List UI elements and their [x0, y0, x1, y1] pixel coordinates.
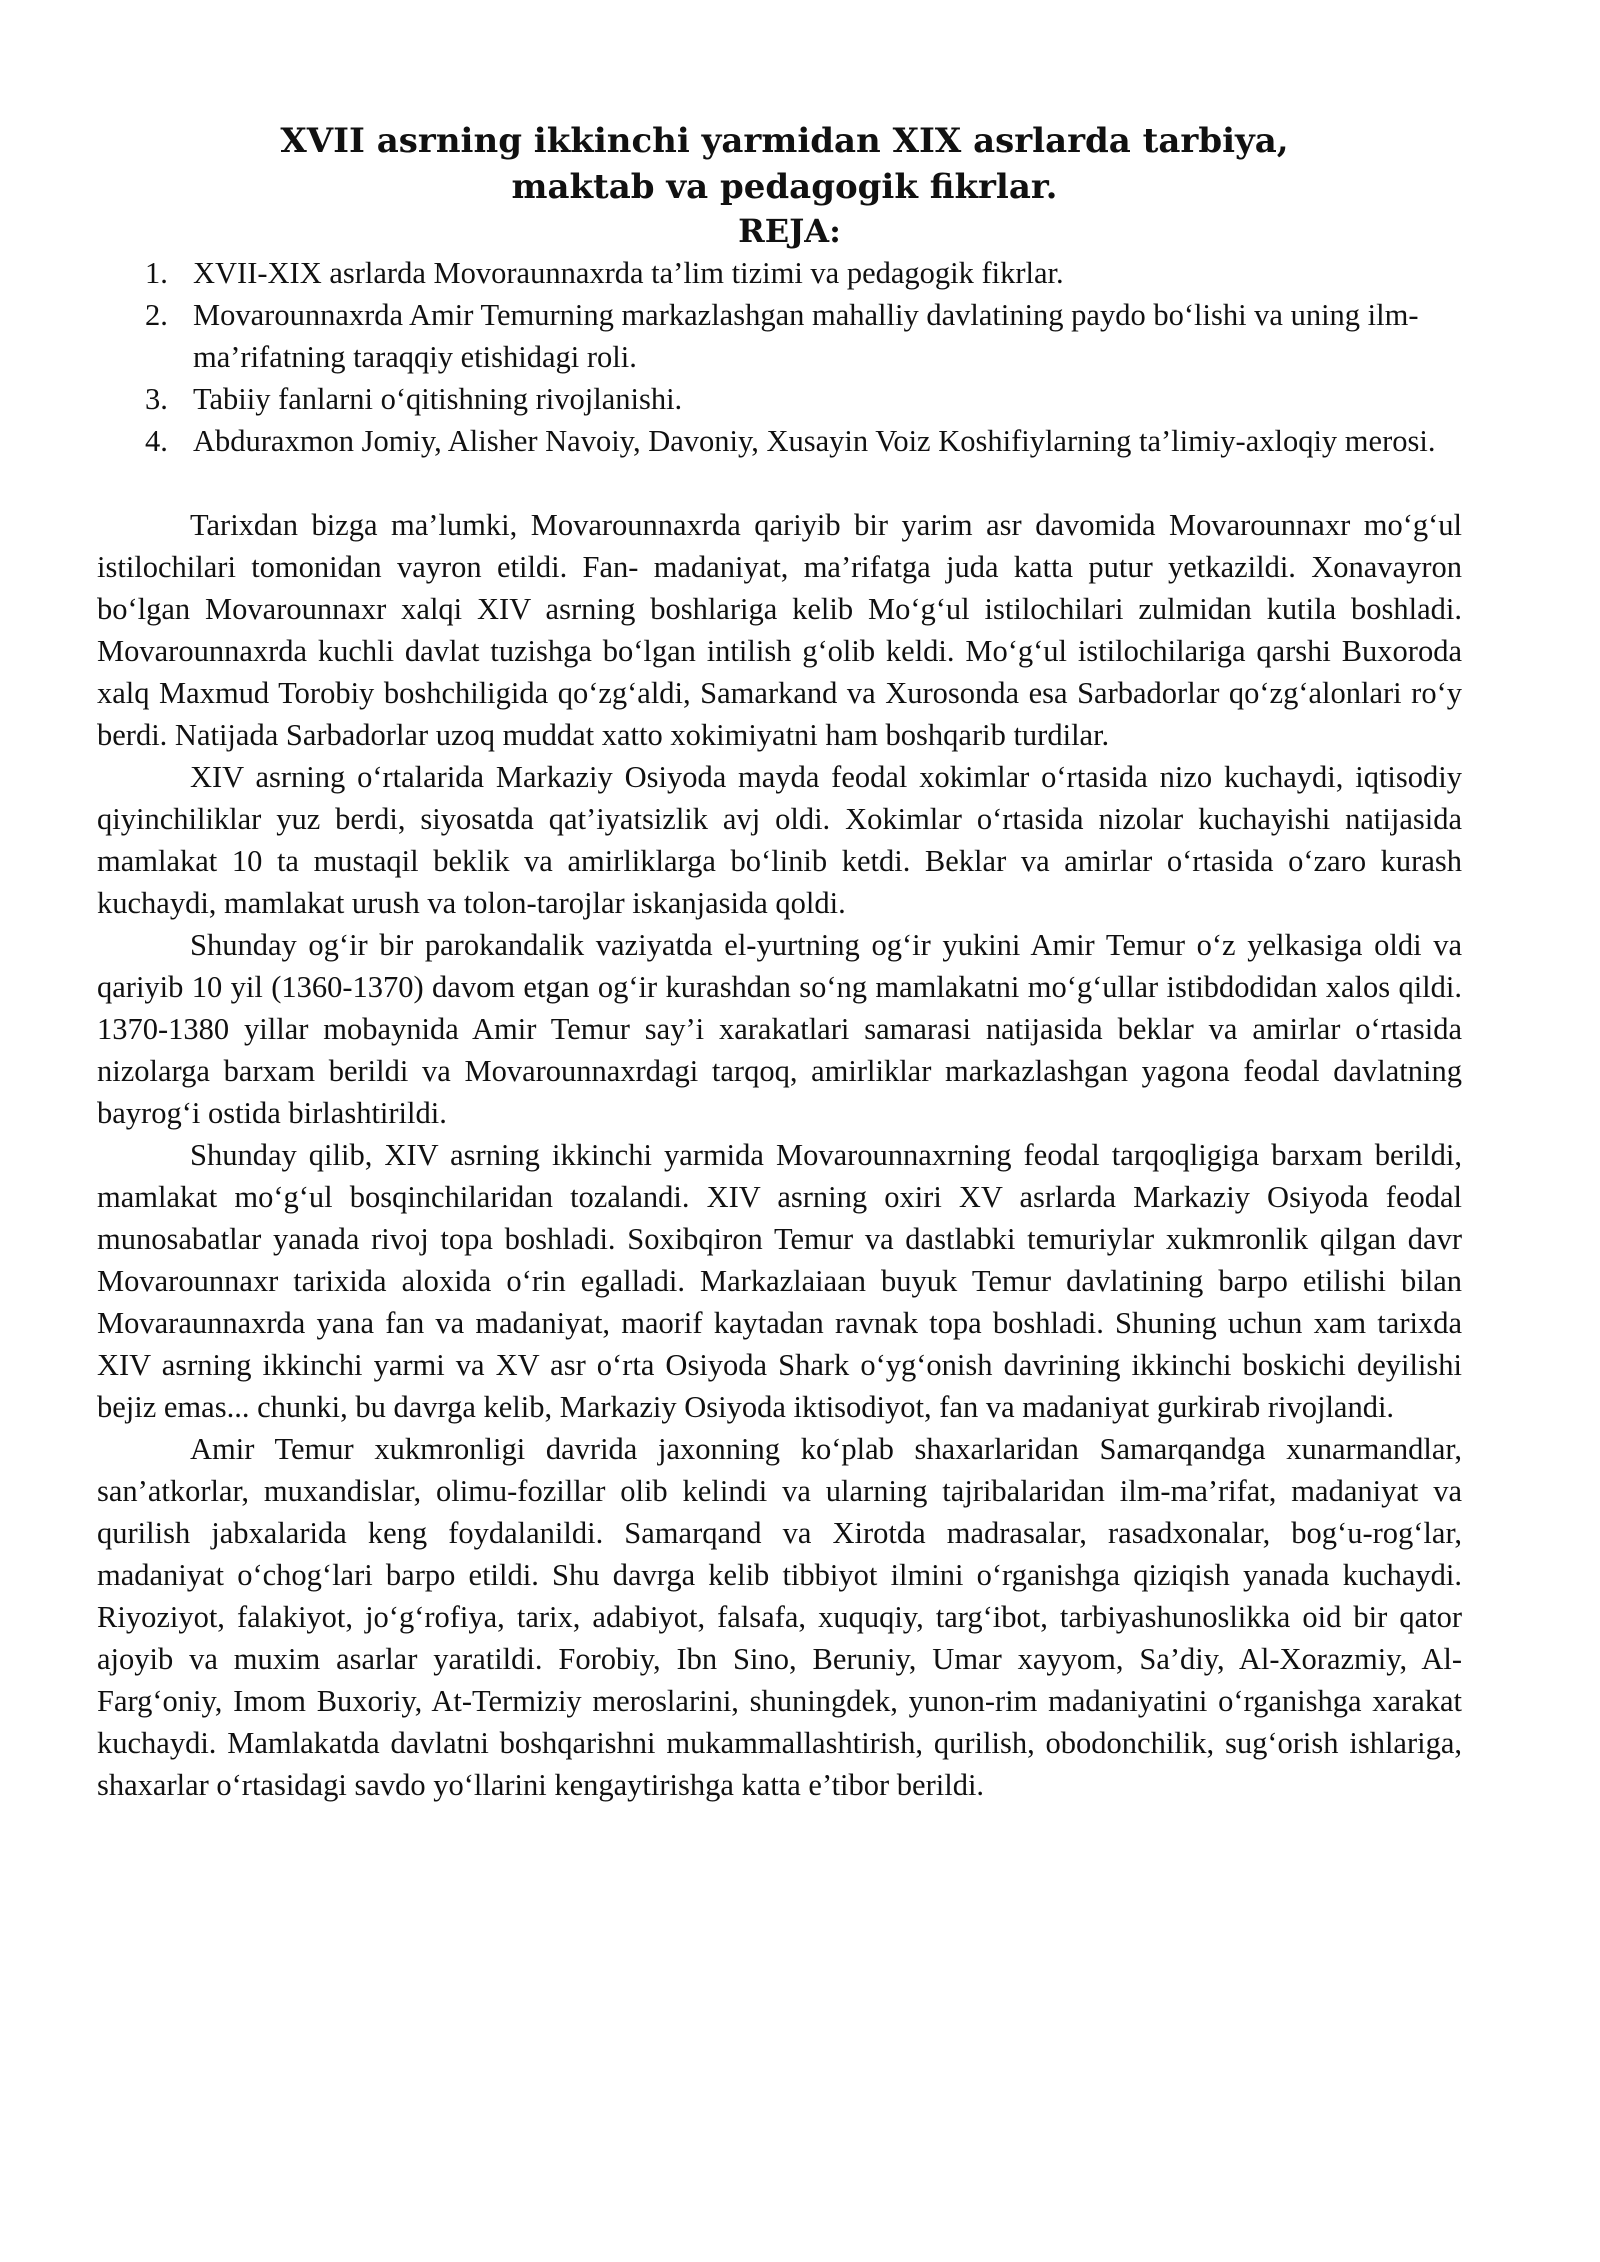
plan-item-text: Tabiiy fanlarni o‘qitishning rivojlanishi.	[193, 382, 683, 416]
plan-item-number: 1.	[145, 256, 168, 290]
body-text	[97, 504, 1462, 1806]
plan-item	[145, 252, 1462, 294]
paragraph: Tarixdan bizga ma’lumki, Movarounnaxrda qariyib bir yarim asr davomida Movarounnaxr mo‘g‘ul istilochilari tomonidan vayron etildi. Fan- madaniyat, ma’rifatga juda katta putur yetkazildi. Xonavayron bo‘lgan Movarounnaxr xalqi XIV asrning boshlariga kelib Mo‘g‘ul istilochilari zulmidan kutila boshladi. Movarounnaxrda kuchli davlat tuzishga bo‘lgan intilish g‘olib keldi. Mo‘g‘ul istilochilariga qarshi Buxoroda xalq Maxmud Torobiy boshchiligida qo‘zg‘aldi, Samarkand va Xurosonda esa Sarbadorlar qo‘zg‘alonlari ro‘y berdi. Natijada Sarbadorlar uzoq muddat xatto xokimiyatni ham boshqarib turdilar.	[97, 508, 1462, 752]
paragraph: XIV asrning o‘rtalarida Markaziy Osiyoda mayda feodal xokimlar o‘rtasida nizo kuchaydi, iqtisodiy qiyinchiliklar yuz berdi, siyosatda qat’iyatsizlik avj oldi. Xokimlar o‘rtasida nizolar kuchayishi natijasida mamlakat 10 ta mustaqil beklik va amirliklarga bo‘linib ketdi. Beklar va amirlar o‘rtasida o‘zaro kurash kuchaydi, mamlakat urush va tolon-tarojlar iskanjasida qoldi.	[97, 760, 1462, 920]
plan-item	[145, 420, 1462, 462]
plan-item-text: XVII-XIX asrlarda Movoraunnaxrda ta’lim tizimi va pedagogik fikrlar.	[193, 256, 1064, 290]
plan-item-number: 4.	[145, 424, 168, 458]
plan-item	[145, 378, 1462, 420]
paragraph: Shunday qilib, XIV asrning ikkinchi yarmida Movarounnaxrning feodal tarqoqligiga barxam berildi, mamlakat mo‘g‘ul bosqinchilaridan tozalandi. XIV asrning oxiri XV asrlarda Markaziy Osiyoda feodal munosabatlar yanada rivoj topa boshladi. Soxibqiron Temur va dastlabki temuriylar xukmronlik qilgan davr Movarounnaxr tarixida aloxida o‘rin egalladi. Markazlaiaan buyuk Temur davlatining barpo etilishi bilan Movaraunnaxrda yana fan va madaniyat, maorif kaytadan ravnak topa boshladi. Shuning uchun xam tarixda XIV asrning ikkinchi yarmi va XV asr o‘rta Osiyoda Shark o‘yg‘onish davrining ikkinchi boskichi deyilishi bejiz emas... chunki, bu davrga kelib, Markaziy Osiyoda iktisodiyot, fan va madaniyat gurkirab rivojlandi.	[97, 1138, 1462, 1424]
plan-item-text: Abduraxmon Jomiy, Alisher Navoiy, Davoniy, Xusayin Voiz Koshifiylarning ta’limiy-axloqiy merosi.	[193, 424, 1436, 458]
plan-heading: REJA:	[738, 212, 841, 250]
plan-list	[97, 252, 1462, 462]
document-page	[97, 118, 1462, 1806]
plan-item-number: 2.	[145, 298, 168, 332]
plan-item-number: 3.	[145, 382, 168, 416]
plan-item	[145, 294, 1462, 378]
paragraph: Shunday og‘ir bir parokandalik vaziyatda el-yurtning og‘ir yukini Amir Temur o‘z yelkasiga oldi va qariyib 10 yil (1360-1370) davom etgan og‘ir kurashdan so‘ng mamlakatni mo‘g‘ullar istibdodidan xalos qildi. 1370-1380 yillar mobaynida Amir Temur say’i xarakatlari samarasi natijasida beklar va amirlar o‘rtasida nizolarga barxam berildi va Movarounnaxrdagi tarqoq, amirliklar markazlashgan yagona feodal davlatning bayrog‘i ostida birlashtirildi.	[97, 928, 1462, 1130]
document-title: XVII asrning ikkinchi yarmidan XIX asrlarda tarbiya, maktab va pedagogik fikrlar.	[280, 121, 1289, 207]
paragraph: Amir Temur xukmronligi davrida jaxonning ko‘plab shaxarlaridan Samarqandga xunarmandlar, san’atkorlar, muxandislar, olimu-fozillar olib kelindi va ularning tajribalaridan ilm-ma’rifat, madaniyat va qurilish jabxalarida keng foydalanildi. Samarqand va Xirotda madrasalar, rasadxonalar, bog‘u-rog‘lar, madaniyat o‘chog‘lari barpo etildi. Shu davrga kelib tibbiyot ilmini o‘rganishga qiziqish yanada kuchaydi. Riyoziyot, falakiyot, jo‘g‘rofiya, tarix, adabiyot, falsafa, xuquqiy, targ‘ibot, tarbiyashunoslikka oid bir qator ajoyib va muxim asarlar yaratildi. Forobiy, Ibn Sino, Beruniy, Umar xayyom, Sa’diy, Al-Xorazmiy, Al-Farg‘oniy, Imom Buxoriy, At-Termiziy meroslarini, shuningdek, yunon-rim madaniyatini o‘rganishga xarakat kuchaydi. Mamlakatda davlatni boshqarishni mukammallashtirish, qurilish, obodonchilik, sug‘orish ishlariga, shaxarlar o‘rtasidagi savdo yo‘llarini kengaytirishga katta e’tibor berildi.	[97, 1432, 1462, 1802]
plan-item-text: Movarounnaxrda Amir Temurning markazlashgan mahalliy davlatining paydo bo‘lishi va uning ilm-ma’rifatning taraqqiy etishidagi roli.	[193, 298, 1419, 374]
